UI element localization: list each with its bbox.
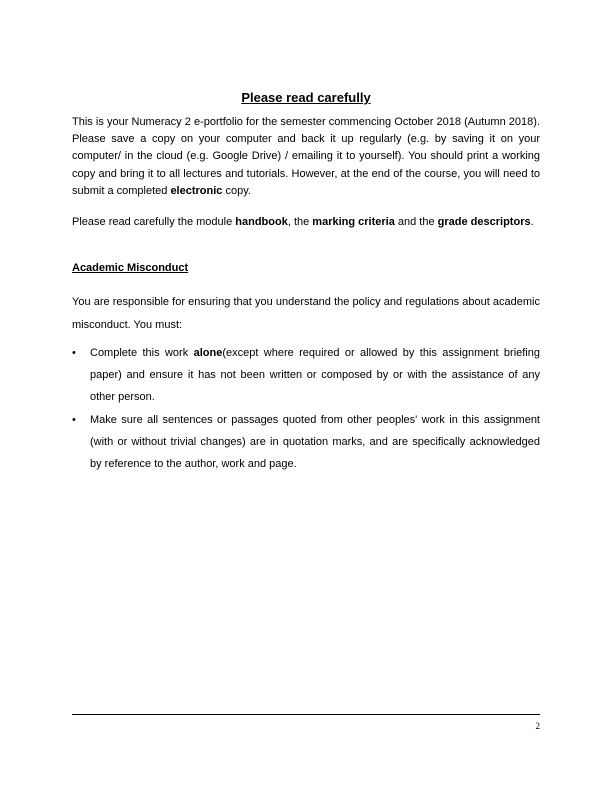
intro-text-end: copy. [222, 184, 251, 197]
list-item [72, 409, 540, 476]
misconduct-rules-list [72, 342, 540, 475]
marking-criteria-term: marking criteria [312, 216, 395, 228]
read-separator-2: and the [394, 216, 438, 228]
list-item [72, 342, 540, 409]
rule-bold-alone: alone [193, 347, 223, 359]
footer-divider [72, 714, 540, 715]
page-title: Please read carefully [241, 90, 371, 105]
intro-paragraph [72, 114, 540, 200]
handbook-term: handbook [235, 216, 288, 228]
intro-bold-electronic: electronic [170, 184, 223, 197]
bullet-icon: • [72, 347, 76, 359]
intro-text: This is your Numeracy 2 e-portfolio for the semester commencing October 2018 (Autumn 2018). Please save a copy on your computer and back it up regularly (e.g. by saving it on your computer/ in the cloud (e.g. Google Drive) / emailing it to yourself). You should print a working copy and bring it to all lectures and tutorials. However, at the end of the course, you will need to submit a completed [72, 116, 540, 197]
rule-text: Make sure all sentences or passages quoted from other peoples' work in this assignment (with or without trivial changes) are in quotation marks, and are specifically acknowledged by reference to the author, work and page. [90, 413, 540, 471]
academic-misconduct-heading: Academic Misconduct [72, 262, 189, 274]
page-number: 2 [535, 721, 540, 731]
grade-descriptors-term: grade descriptors [437, 216, 531, 228]
read-carefully-paragraph [72, 214, 540, 231]
bullet-icon: • [72, 413, 76, 426]
read-prefix: Please read carefully the module [72, 216, 236, 228]
rule-text-end: (except where required or allowed by this assignment briefing paper) and ensure it has not been written or composed by or with the assistance of any other person. [90, 347, 540, 404]
read-separator-1: , the [287, 216, 313, 228]
read-suffix: . [530, 216, 534, 228]
responsibility-paragraph: You are responsible for ensuring that you understand the policy and regulations about academic misconduct. You must: [72, 296, 540, 331]
rule-text: Complete this work [90, 347, 194, 359]
